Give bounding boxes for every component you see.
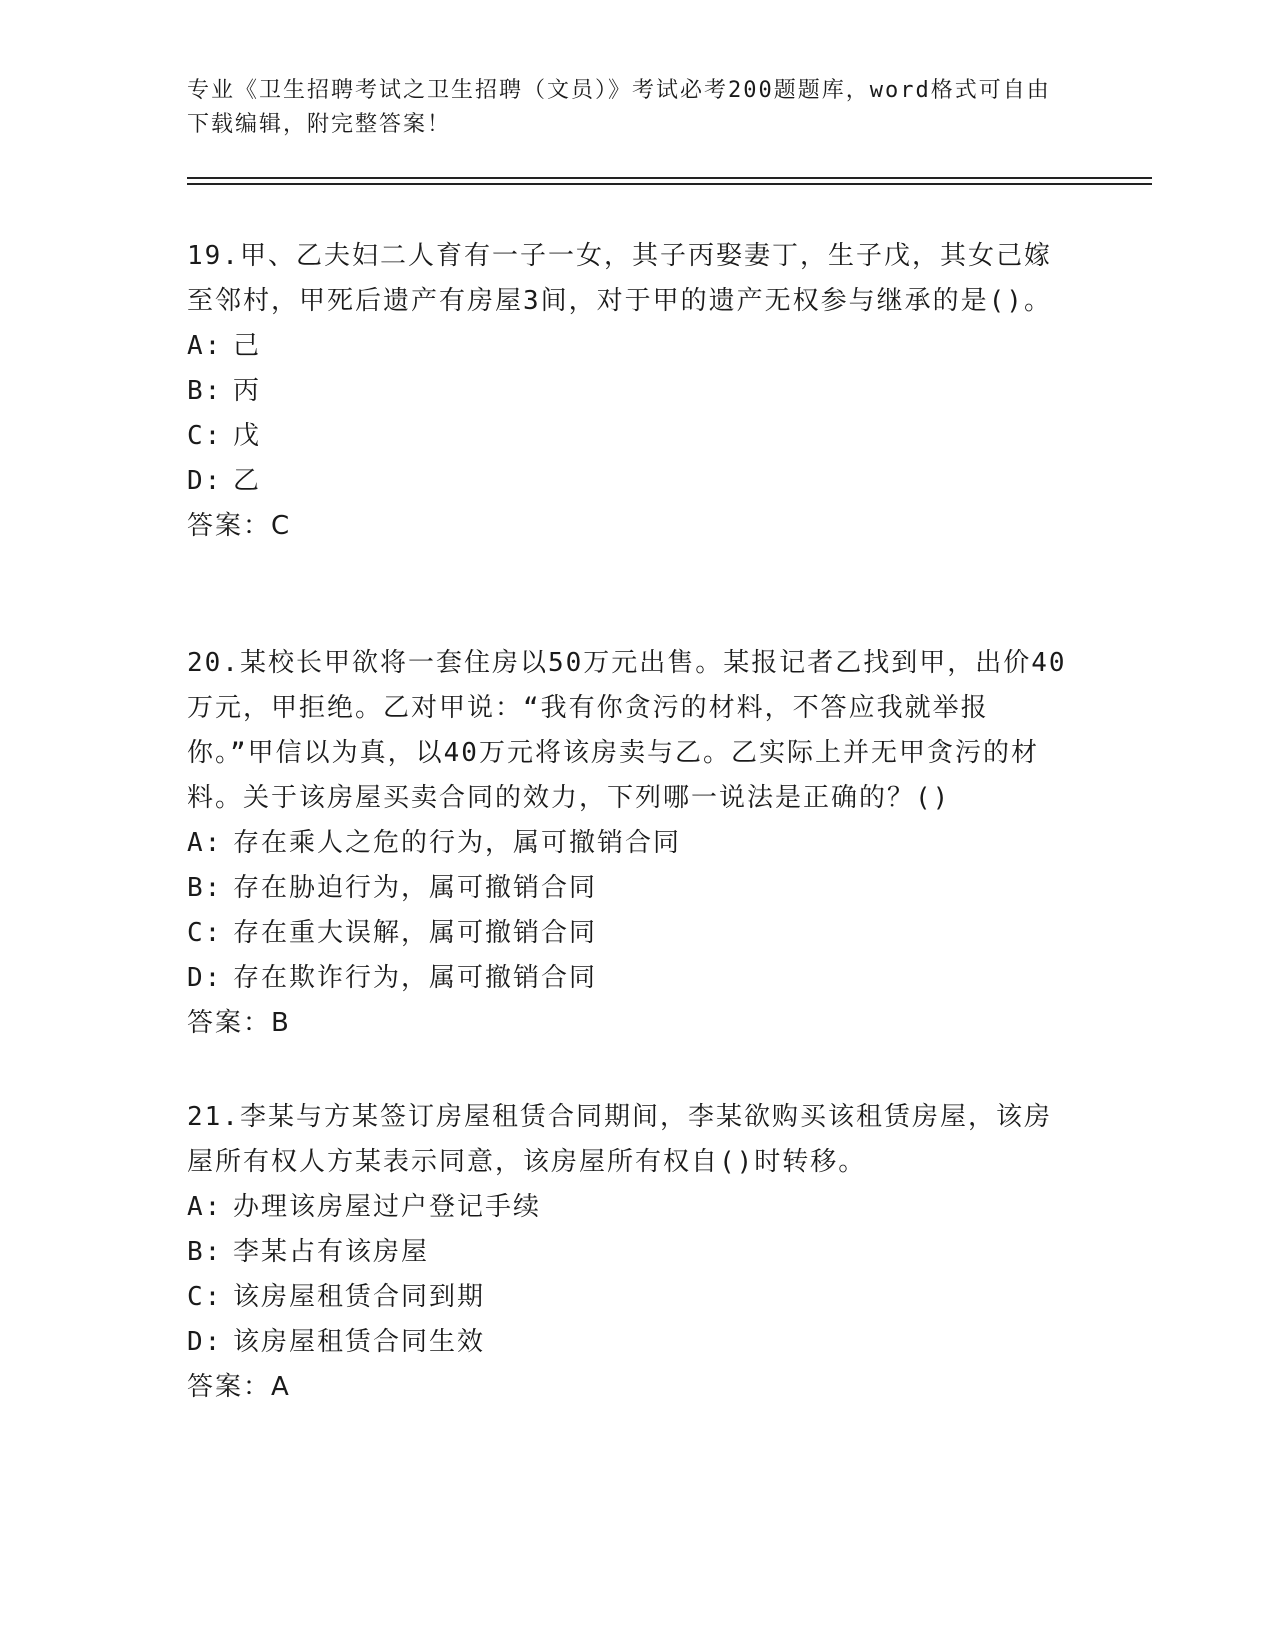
question-stem: 21.李某与方某签订房屋租赁合同期间，李某欲购买该租赁房屋，该房屋所有权人方某表示同意，该房屋所有权自()时转移。 [187, 1102, 1052, 1177]
option-text: 丙 [233, 376, 262, 406]
option-a [187, 324, 1077, 369]
option-d [187, 459, 1077, 504]
option-text: 乙 [233, 466, 262, 496]
option-text: 存在乘人之危的行为，属可撤销合同 [233, 828, 682, 858]
option-key: D: [187, 963, 223, 993]
option-b [187, 1230, 1077, 1275]
answer-line: 答案：B [187, 1008, 291, 1038]
question-20 [187, 641, 1077, 1046]
option-text: 戊 [233, 421, 262, 451]
option-key: A: [187, 331, 223, 361]
document-header: 专业《卫生招聘考试之卫生招聘（文员）》考试必考200题题库，word格式可自由下载编辑，附完整答案！ [187, 78, 1051, 137]
option-key: D: [187, 1327, 223, 1357]
header-rule-top [187, 177, 1152, 179]
option-text: 存在胁迫行为，属可撤销合同 [233, 873, 598, 903]
option-text: 李某占有该房屋 [233, 1237, 430, 1267]
option-c [187, 414, 1077, 459]
header-rule-bottom [187, 183, 1152, 185]
option-text: 己 [233, 331, 262, 361]
option-text: 存在重大误解，属可撤销合同 [233, 918, 598, 948]
option-key: B: [187, 1237, 223, 1267]
option-text: 存在欺诈行为，属可撤销合同 [233, 963, 598, 993]
question-19 [187, 234, 1077, 549]
option-c [187, 1275, 1077, 1320]
option-b [187, 369, 1077, 414]
option-key: C: [187, 918, 223, 948]
answer-line: 答案：C [187, 511, 292, 541]
option-key: A: [187, 1192, 223, 1222]
option-b [187, 866, 1077, 911]
option-a [187, 1185, 1077, 1230]
answer-line: 答案：A [187, 1372, 291, 1402]
option-key: D: [187, 466, 223, 496]
option-d [187, 956, 1077, 1001]
option-key: C: [187, 1282, 223, 1312]
question-stem: 20.某校长甲欲将一套住房以50万元出售。某报记者乙找到甲，出价40万元，甲拒绝。乙对甲说：“我有你贪污的材料，不答应我就举报你。”甲信以为真，以40万元将该房卖与乙。乙实际上并无甲贪污的材料。关于该房屋买卖合同的效力，下列哪一说法是正确的？() [187, 648, 1067, 813]
option-text: 该房屋租赁合同生效 [233, 1327, 486, 1357]
option-c [187, 911, 1077, 956]
question-stem: 19.甲、乙夫妇二人育有一子一女，其子丙娶妻丁，生子戊，其女己嫁至邻村，甲死后遗产有房屋3间，对于甲的遗产无权参与继承的是()。 [187, 241, 1052, 316]
option-key: C: [187, 421, 223, 451]
option-key: A: [187, 828, 223, 858]
option-text: 办理该房屋过户登记手续 [233, 1192, 542, 1222]
option-d [187, 1320, 1077, 1365]
option-key: B: [187, 873, 223, 903]
option-key: B: [187, 376, 223, 406]
option-a [187, 821, 1077, 866]
option-text: 该房屋租赁合同到期 [233, 1282, 486, 1312]
question-21 [187, 1095, 1077, 1410]
